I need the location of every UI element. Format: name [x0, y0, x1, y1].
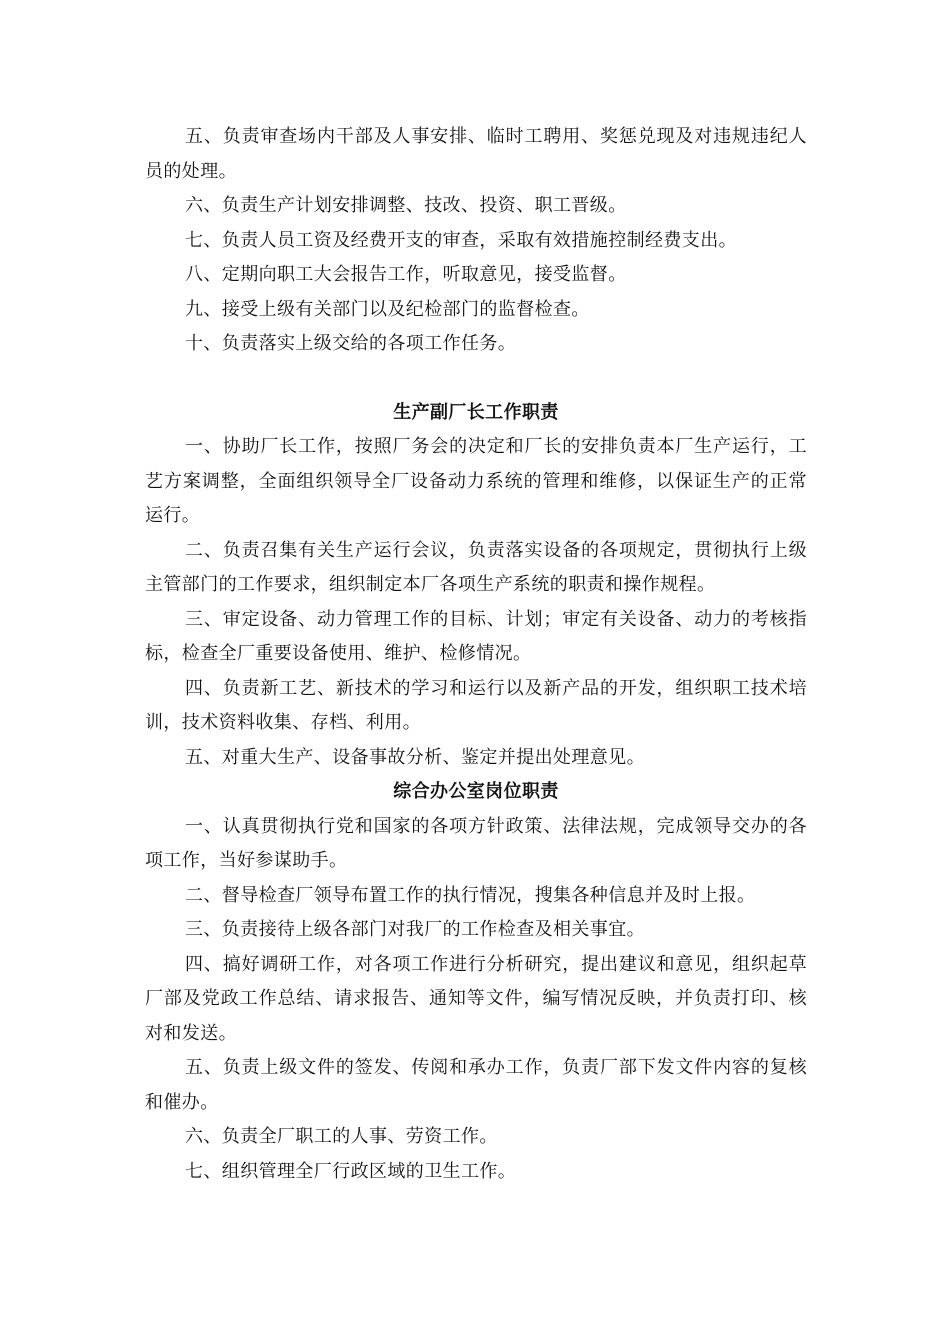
paragraph: 六、负责全厂职工的人事、劳资工作。 — [185, 1126, 498, 1147]
paragraph: 五、对重大生产、设备事故分析、鉴定并提出处理意见。 — [185, 746, 645, 768]
paragraph: 四、搞好调研工作，对各项工作进行分析研究，提出建议和意见，组织起草厂部及党政工作总结、请求报告、通知等文件，编写情况反映，并负责打印、核对和发送。 — [145, 953, 807, 1044]
paragraph: 九、接受上级有关部门以及纪检部门的监督检查。 — [185, 298, 590, 320]
section-heading-general-office: 综合办公室岗位职责 — [393, 781, 559, 802]
paragraph: 七、负责人员工资及经费开支的审查，采取有效措施控制经费支出。 — [185, 229, 737, 251]
paragraph: 一、协助厂长工作，按照厂务会的决定和厂长的安排负责本厂生产运行，工艺方案调整，全面组织领导全厂设备动力系统的管理和维修，以保证生产的正常运行。 — [145, 436, 807, 526]
paragraph: 五、负责审查场内干部及人事安排、临时工聘用、奖惩兑现及对违规违纪人员的处理。 — [145, 126, 807, 182]
paragraph: 二、负责召集有关生产运行会议，负责落实设备的各项规定，贯彻执行上级主管部门的工作要求，组织制定本厂各项生产系统的职责和操作规程。 — [145, 539, 807, 595]
paragraph: 二、督导检查厂领导布置工作的执行情况，搜集各种信息并及时上报。 — [185, 884, 756, 906]
paragraph: 六、负责生产计划安排调整、技改、投资、职工晋级。 — [185, 195, 627, 216]
paragraph: 一、认真贯彻执行党和国家的各项方针政策、法律法规，完成领导交办的各项工作，当好参谋助手。 — [145, 815, 807, 871]
paragraph: 三、负责接待上级各部门对我厂的工作检查及相关事宜。 — [185, 919, 645, 940]
paragraph: 三、审定设备、动力管理工作的目标、计划；审定有关设备、动力的考核指标，检查全厂重要设备使用、维护、检修情况。 — [145, 608, 807, 664]
paragraph: 七、组织管理全厂行政区域的卫生工作。 — [185, 1160, 517, 1182]
section-heading-production-vice-director: 生产副厂长工作职责 — [393, 401, 559, 423]
section-spacer — [145, 362, 807, 396]
document-body — [145, 120, 807, 1189]
paragraph: 四、负责新工艺、新技术的学习和运行以及新产品的开发，组织职工技术培训，技术资料收集、存档、利用。 — [145, 677, 807, 733]
paragraph: 十、负责落实上级交给的各项工作任务。 — [185, 333, 517, 354]
paragraph: 五、负责上级文件的签发、传阅和承办工作，负责厂部下发文件内容的复核和催办。 — [145, 1057, 807, 1113]
paragraph: 八、定期向职工大会报告工作，听取意见，接受监督。 — [185, 264, 627, 285]
